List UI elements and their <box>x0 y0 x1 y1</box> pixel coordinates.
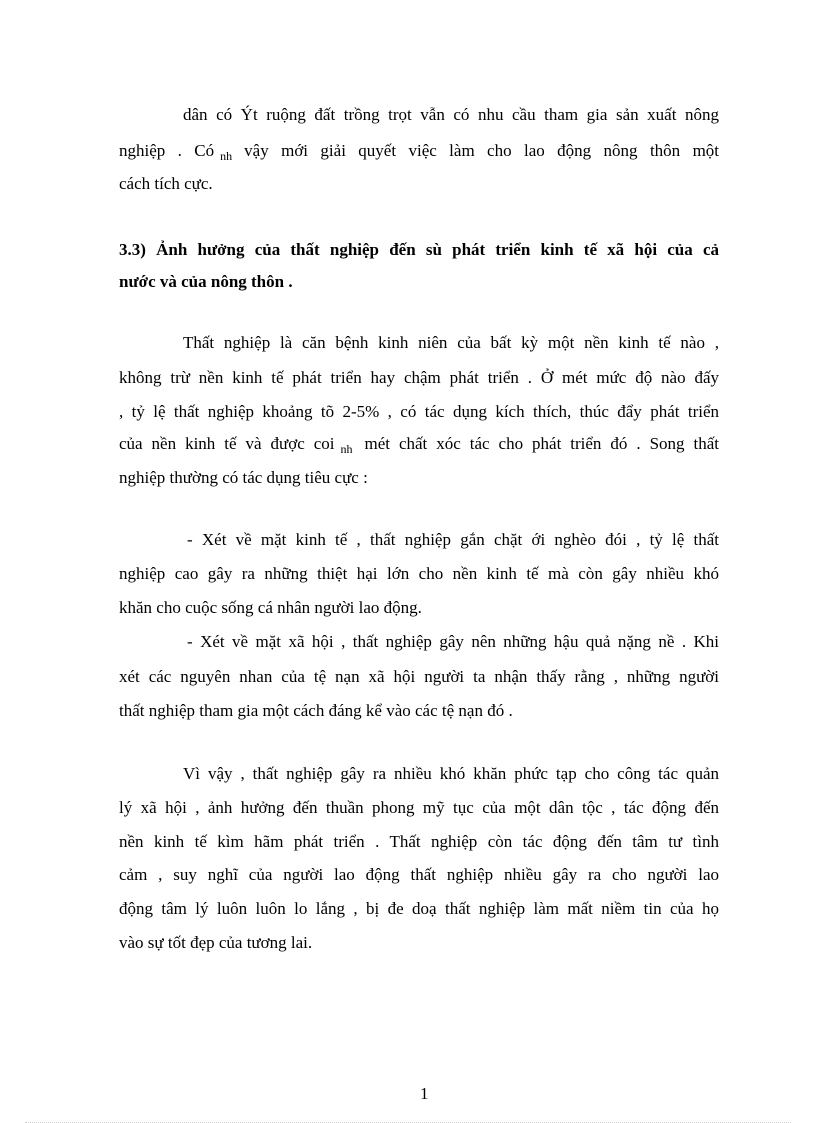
p5-line-6: vào sự tốt đẹp của tương lai. <box>119 933 313 952</box>
p4-line-1: - Xét về mặt xã hội , thất nghiệp gây nên những hậu quả nặng nề . Khi <box>187 632 719 651</box>
p2-line-3: , tỷ lệ thất nghiệp khoảng tõ 2-5% , có tác dụng kích thích, thúc đẩy phát triển <box>119 402 719 421</box>
p2-line-2: không trừ nền kinh tế phát triển hay chậm phát triển . Ở mét mức độ nào đấy <box>119 368 719 387</box>
p4-line-3: thất nghiệp tham gia một cách đáng kể vào các tệ nạn đó . <box>119 701 513 720</box>
p1-line-2 <box>119 140 719 163</box>
p5-line-1: Vì vậy , thất nghiệp gây ra nhiều khó khăn phức tạp cho công tác quản <box>183 764 719 783</box>
p4-line-2: xét các nguyên nhan của tệ nạn xã hội người ta nhận thấy rằng , những người <box>119 667 719 686</box>
section-heading-line-1: 3.3) Ảnh hưởng của thất nghiệp đến sù phát triển kinh tế xã hội của cả <box>119 240 719 259</box>
p3-line-3: khăn cho cuộc sống cá nhân người lao động. <box>119 598 422 617</box>
p2-line-4-a: của nền kinh tế và được coi <box>119 434 335 453</box>
p5-line-2: lý xã hội , ảnh hưởng đến thuần phong mỹ tục của một dân tộc , tác động đến <box>119 798 719 817</box>
p1-line-2-b: vậy mới giải quyết việc làm cho lao động nông thôn một <box>244 141 720 160</box>
p5-line-5: động tâm lý luôn luôn lo lắng , bị đe doạ thất nghiệp làm mất niềm tin của họ <box>119 899 719 918</box>
p2-line-4-sub: nh <box>340 442 353 456</box>
p2-line-1: Thất nghiệp là căn bệnh kinh niên của bất kỳ một nền kinh tế nào , <box>183 333 719 352</box>
p1-line-3: cách tích cực. <box>119 174 213 193</box>
section-heading-line-2: nước và của nông thôn . <box>119 272 293 291</box>
p3-line-1: - Xét về mặt kinh tế , thất nghiệp gắn chặt ới nghèo đói , tỷ lệ thất <box>187 530 719 549</box>
p2-line-5: nghiệp thường có tác dụng tiêu cực : <box>119 468 368 487</box>
p5-line-3: nền kinh tế kìm hãm phát triển . Thất nghiệp còn tác động đến tâm tư tình <box>119 832 719 851</box>
page-number: 1 <box>420 1084 429 1103</box>
p1-line-1: dân có Ýt ruộng đất trồng trọt vẫn có nhu cầu tham gia sản xuất nông <box>183 105 719 124</box>
p2-line-4 <box>119 433 719 456</box>
p1-line-2-sub: nh <box>220 149 233 163</box>
p5-line-4: cảm , suy nghĩ của người lao động thất nghiệp nhiều gây ra cho người lao <box>119 865 719 884</box>
p1-line-2-a: nghiệp . Có <box>119 141 215 160</box>
p2-line-4-b: mét chất xóc tác cho phát triển đó . Song thất <box>364 434 719 453</box>
p3-line-2: nghiệp cao gây ra những thiệt hại lớn cho nền kinh tế mà còn gây nhiều khó <box>119 564 719 583</box>
